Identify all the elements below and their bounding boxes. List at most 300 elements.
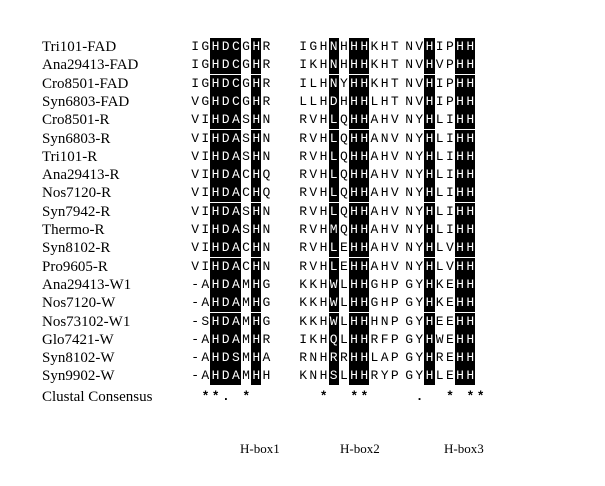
residue: D [221, 222, 230, 237]
alignment-row [0, 221, 605, 241]
residue: R [339, 350, 348, 366]
consensus-block-2 [288, 388, 380, 406]
residue: H [425, 39, 434, 54]
alignment-row [0, 331, 605, 351]
residue: R [435, 350, 444, 366]
residue: E [435, 313, 444, 329]
residue: H [466, 185, 475, 201]
residue: A [231, 185, 240, 201]
residue: H [360, 276, 369, 292]
residue: H [370, 313, 379, 329]
sequence-block-1 [190, 258, 272, 276]
residue: K [309, 57, 318, 73]
alignment-row [0, 111, 605, 131]
residue: - [191, 276, 199, 292]
residue: Y [415, 368, 424, 384]
residue: A [370, 222, 379, 237]
residue: Y [415, 276, 424, 292]
residue: H [456, 167, 464, 183]
residue: G [242, 57, 250, 73]
residue: D [221, 93, 230, 109]
residue: I [445, 148, 454, 164]
sequence-block-1 [190, 239, 272, 257]
sequence-block-2 [298, 331, 400, 349]
sequence-block-3 [404, 203, 475, 221]
residue: N [309, 368, 318, 384]
residue: Y [380, 368, 389, 384]
residue: R [299, 240, 307, 256]
residue: H [360, 295, 369, 311]
residue: H [425, 148, 434, 164]
residue: H [380, 93, 389, 109]
residue: P [445, 39, 454, 54]
residue: I [445, 112, 454, 128]
residue: - [191, 295, 199, 311]
residue: H [456, 258, 464, 274]
residue: D [221, 240, 230, 256]
residue: H [360, 130, 369, 146]
sequence-name: Nos7120-R [42, 185, 112, 202]
residue: V [390, 148, 399, 164]
alignment-row [0, 75, 605, 95]
residue: H [360, 368, 369, 384]
residue: H [456, 148, 464, 164]
residue: Y [415, 203, 424, 219]
residue: L [299, 93, 307, 109]
residue: N [405, 39, 413, 54]
residue: L [309, 93, 318, 109]
residue: I [435, 93, 444, 109]
residue: M [242, 276, 250, 292]
residue: G [242, 93, 250, 109]
residue: I [201, 185, 210, 201]
residue: H [319, 185, 328, 201]
residue: V [309, 258, 318, 274]
residue: Y [415, 148, 424, 164]
sequence-block-1 [190, 367, 272, 385]
residue: H [456, 39, 464, 54]
residue: R [262, 331, 271, 347]
alignment-row [0, 93, 605, 113]
residue: N [262, 148, 271, 164]
sequence-block-2 [298, 56, 400, 74]
residue: P [390, 350, 399, 366]
hbox3-label: H-box3 [444, 441, 484, 456]
residue: V [445, 258, 454, 274]
sequence-block-3 [404, 38, 475, 56]
residue: H [319, 112, 328, 128]
residue: A [370, 185, 379, 201]
sequence-name: Syn8102-R [42, 240, 111, 257]
consensus-symbol: . [221, 388, 230, 404]
residue: N [405, 93, 413, 109]
residue: S [242, 203, 250, 219]
sequence-block-2 [298, 111, 400, 129]
residue: H [425, 93, 434, 109]
residue: A [370, 112, 379, 128]
sequence-block-2 [298, 349, 400, 367]
sequence-name: Cro8501-R [42, 112, 110, 129]
residue: M [242, 295, 250, 311]
residue: Q [339, 222, 348, 237]
residue: R [299, 350, 307, 366]
sequence-block-3 [404, 313, 475, 331]
sequence-block-3 [404, 75, 475, 93]
residue: H [466, 276, 475, 292]
residue: R [262, 39, 271, 54]
residue: H [360, 185, 369, 201]
residue: D [221, 295, 230, 311]
residue: L [370, 350, 379, 366]
residue: H [425, 240, 434, 256]
residue: H [466, 350, 475, 366]
residue: P [390, 331, 399, 347]
residue: H [319, 240, 328, 256]
residue: D [221, 75, 230, 91]
residue: I [201, 240, 210, 256]
residue: V [390, 112, 399, 128]
residue: V [390, 167, 399, 183]
residue: Y [415, 295, 424, 311]
residue: H [466, 313, 475, 329]
residue: H [456, 57, 464, 73]
residue: L [329, 185, 338, 201]
sequence-block-2 [298, 93, 400, 111]
residue: E [339, 240, 348, 256]
residue: V [390, 222, 399, 237]
consensus-symbol [394, 388, 404, 406]
residue: W [329, 276, 338, 292]
residue: S [329, 368, 338, 384]
residue: H [252, 185, 261, 201]
sequence-block-3 [404, 221, 475, 239]
residue: H [211, 148, 220, 164]
residue: P [390, 276, 399, 292]
residue: Y [415, 258, 424, 274]
residue: Y [415, 313, 424, 329]
residue: H [360, 112, 369, 128]
residue: H [319, 93, 328, 109]
residue: K [370, 75, 379, 91]
residue: A [231, 240, 240, 256]
residue: G [242, 75, 250, 91]
residue: I [299, 57, 307, 73]
residue: H [350, 295, 358, 311]
residue: Q [339, 112, 348, 128]
residue: H [466, 240, 475, 256]
consensus-block-1 [180, 388, 262, 406]
residue: W [435, 331, 444, 347]
residue: H [380, 39, 389, 54]
sequence-block-2 [298, 258, 400, 276]
residue: H [380, 240, 389, 256]
residue: A [231, 222, 240, 237]
residue: L [339, 331, 348, 347]
sequence-block-1 [190, 331, 272, 349]
residue: H [456, 203, 464, 219]
residue: H [380, 258, 389, 274]
residue: L [435, 222, 444, 237]
residue: H [360, 203, 369, 219]
residue: H [252, 222, 261, 237]
residue: N [405, 148, 413, 164]
residue: N [380, 130, 389, 146]
sequence-block-2 [298, 276, 400, 294]
alignment-row [0, 184, 605, 204]
alignment-row [0, 276, 605, 296]
residue: G [309, 39, 318, 54]
residue: G [405, 313, 413, 329]
residue: Q [339, 167, 348, 183]
consensus-symbol [339, 388, 349, 406]
residue: N [262, 130, 271, 146]
residue: N [262, 222, 271, 237]
residue: I [191, 39, 199, 54]
residue: H [350, 331, 358, 347]
residue: H [252, 240, 261, 256]
residue: T [390, 75, 399, 91]
residue: C [231, 93, 240, 109]
residue: H [319, 258, 328, 274]
residue: N [405, 167, 413, 183]
residue: L [435, 130, 444, 146]
residue: H [360, 222, 369, 237]
residue: I [435, 39, 444, 54]
residue: H [456, 130, 464, 146]
sequence-name: Syn9902-W [42, 368, 115, 385]
residue: L [435, 112, 444, 128]
residue: H [211, 350, 220, 366]
residue: V [415, 75, 424, 91]
residue: G [262, 276, 271, 292]
residue: H [360, 258, 369, 274]
sequence-block-2 [298, 313, 400, 331]
consensus-symbol [288, 388, 298, 406]
sequence-block-2 [298, 148, 400, 166]
residue: S [201, 313, 210, 329]
residue: G [405, 331, 413, 347]
residue: Y [415, 240, 424, 256]
sequence-name: Pro9605-R [42, 258, 108, 275]
consensus-symbol: * [466, 388, 475, 404]
residue: L [435, 240, 444, 256]
sequence-name: Nos73102-W1 [42, 313, 131, 330]
sequence-name: Glo7421-W [42, 331, 114, 348]
residue: H [252, 313, 261, 329]
residue: P [390, 368, 399, 384]
residue: C [242, 258, 250, 274]
residue: I [201, 222, 210, 237]
residue: E [445, 368, 454, 384]
residue: G [370, 276, 379, 292]
residue: H [380, 203, 389, 219]
residue: D [221, 350, 230, 366]
residue: L [329, 130, 338, 146]
residue: I [201, 130, 210, 146]
residue: D [221, 185, 230, 201]
residue: D [221, 148, 230, 164]
consensus-symbol [190, 388, 200, 406]
consensus-symbol [298, 388, 308, 406]
residue: L [370, 93, 379, 109]
residue: H [466, 203, 475, 219]
residue: H [360, 350, 369, 366]
residue: E [445, 350, 454, 366]
residue: H [380, 167, 389, 183]
residue: N [262, 203, 271, 219]
residue: H [380, 112, 389, 128]
residue: H [211, 167, 220, 183]
consensus-symbol: * [211, 388, 220, 404]
residue: H [252, 75, 261, 91]
residue: H [466, 93, 475, 109]
residue: H [456, 112, 464, 128]
sequence-name: Ana29413-W1 [42, 276, 132, 293]
alignment-row [0, 349, 605, 369]
residue: I [445, 185, 454, 201]
residue: L [339, 313, 348, 329]
residue: N [405, 130, 413, 146]
residue: K [299, 368, 307, 384]
residue: E [445, 331, 454, 347]
residue: H [456, 331, 464, 347]
consensus-symbol [251, 388, 261, 406]
residue: I [191, 75, 199, 91]
residue: H [360, 75, 369, 91]
alignment-row [0, 56, 605, 76]
sequence-block-3 [404, 349, 475, 367]
residue: Y [415, 130, 424, 146]
residue: M [329, 222, 338, 237]
residue: V [191, 240, 199, 256]
residue: N [405, 57, 413, 73]
residue: H [211, 39, 220, 54]
residue: H [319, 295, 328, 311]
residue: G [201, 75, 210, 91]
residue: I [201, 148, 210, 164]
residue: I [201, 167, 210, 183]
residue: H [360, 148, 369, 164]
residue: H [380, 148, 389, 164]
residue: I [445, 130, 454, 146]
residue: Q [262, 167, 271, 183]
sequence-name: Cro8501-FAD [42, 75, 129, 92]
residue: N [405, 185, 413, 201]
residue: R [299, 203, 307, 219]
residue: H [211, 203, 220, 219]
residue: H [425, 313, 434, 329]
consensus-symbol [231, 388, 241, 406]
consensus-symbol [404, 388, 414, 406]
residue: H [252, 39, 261, 54]
residue: P [390, 295, 399, 311]
sequence-block-1 [190, 56, 272, 74]
sequence-block-3 [404, 294, 475, 312]
residue: G [405, 276, 413, 292]
residue: H [252, 167, 261, 183]
residue: H [211, 331, 220, 347]
residue: V [415, 93, 424, 109]
residue: Y [339, 75, 348, 91]
residue: H [350, 368, 358, 384]
sequence-block-1 [190, 221, 272, 239]
residue: N [309, 350, 318, 366]
alignment-row [0, 166, 605, 186]
residue: N [405, 75, 413, 91]
residue: A [231, 148, 240, 164]
residue: - [191, 313, 199, 329]
residue: H [319, 57, 328, 73]
residue: H [319, 167, 328, 183]
residue: H [425, 350, 434, 366]
residue: I [435, 75, 444, 91]
residue: D [221, 368, 230, 384]
residue: H [350, 240, 358, 256]
residue: H [456, 313, 464, 329]
residue: D [221, 112, 230, 128]
residue: V [309, 185, 318, 201]
sequence-block-3 [404, 276, 475, 294]
residue: H [425, 295, 434, 311]
residue: V [191, 167, 199, 183]
residue: H [466, 39, 475, 54]
residue: Q [262, 185, 271, 201]
residue: W [329, 295, 338, 311]
residue: R [329, 350, 338, 366]
residue: D [221, 313, 230, 329]
residue: G [262, 295, 271, 311]
consensus-symbol: * [350, 388, 359, 404]
residue: G [242, 39, 250, 54]
residue: Y [415, 112, 424, 128]
sequence-name: Syn6803-R [42, 130, 111, 147]
residue: K [299, 276, 307, 292]
residue: H [350, 276, 358, 292]
residue: D [329, 93, 338, 109]
residue: A [231, 276, 240, 292]
residue: Y [415, 185, 424, 201]
residue: H [319, 222, 328, 237]
residue: H [319, 350, 328, 366]
residue: A [262, 350, 271, 366]
residue: Y [415, 222, 424, 237]
sequence-block-2 [298, 184, 400, 202]
residue: N [329, 39, 338, 54]
residue: G [405, 350, 413, 366]
residue: H [466, 368, 475, 384]
residue: L [329, 240, 338, 256]
residue: H [350, 112, 358, 128]
residue: H [466, 75, 475, 91]
residue: S [242, 130, 250, 146]
residue: K [309, 313, 318, 329]
sequence-block-2 [298, 38, 400, 56]
residue: M [242, 368, 250, 384]
residue: H [380, 57, 389, 73]
residue: A [231, 313, 240, 329]
residue: G [262, 313, 271, 329]
residue: V [309, 222, 318, 237]
residue: V [309, 112, 318, 128]
residue: D [221, 258, 230, 274]
residue: S [231, 350, 240, 366]
residue: V [390, 258, 399, 274]
residue: A [201, 350, 210, 366]
residue: H [350, 57, 358, 73]
residue: L [435, 368, 444, 384]
residue: L [309, 75, 318, 91]
residue: H [456, 276, 464, 292]
